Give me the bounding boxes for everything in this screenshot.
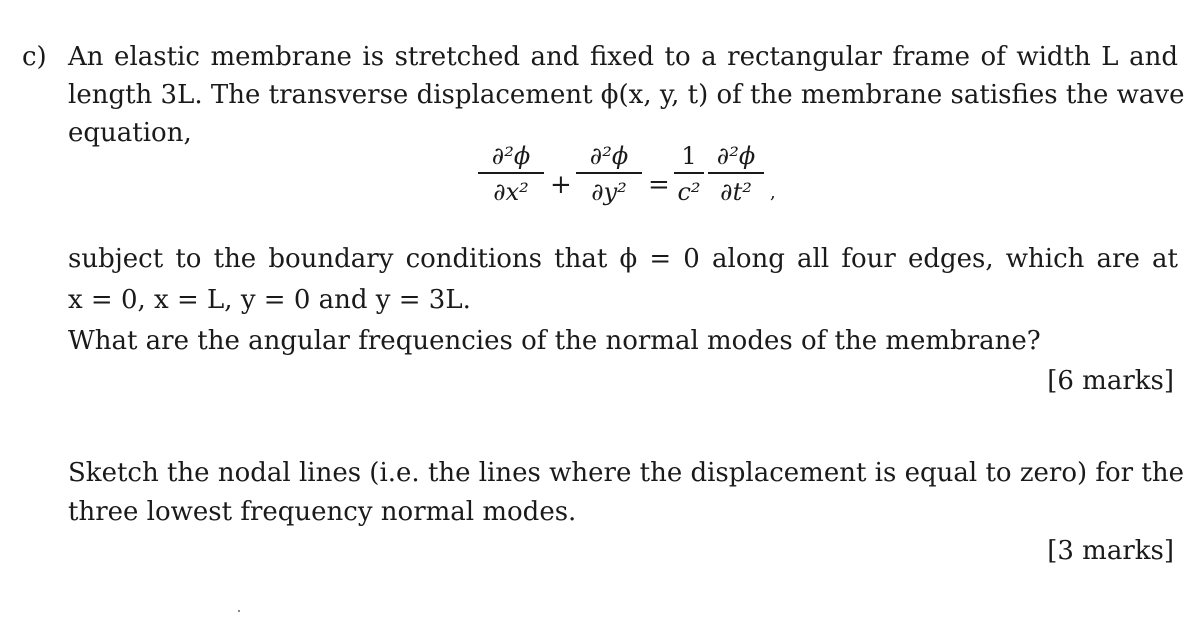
marks-part1: [6 marks] <box>1047 366 1174 396</box>
question-label: c) <box>22 42 47 72</box>
fraction-denominator: ∂t² <box>720 178 752 206</box>
equals-sign: = <box>648 170 670 200</box>
fraction-d2phi-dt2 <box>708 142 764 206</box>
fraction-bar <box>708 172 764 174</box>
para1-line2: length 3L. The transverse displacement ϕ(x, y, t) of the membrane satisfies the wave <box>68 80 1185 110</box>
trailing-comma: , <box>770 182 776 203</box>
fraction-bar <box>674 172 704 174</box>
para2-line2: x = 0, x = L, y = 0 and y = 3L. <box>68 285 471 315</box>
fraction-numerator: ∂²ϕ <box>491 142 531 170</box>
fraction-bar <box>576 172 642 174</box>
fraction-denominator: c² <box>677 178 701 206</box>
fraction-numerator: 1 <box>681 142 697 170</box>
fraction-numerator: ∂²ϕ <box>716 142 756 170</box>
scan-speck <box>238 610 240 612</box>
plus-sign: + <box>550 170 572 200</box>
para2-line1: subject to the boundary conditions that ϕ = 0 along all four edges, which are at <box>68 244 1178 274</box>
para3-line1: Sketch the nodal lines (i.e. the lines where the displacement is equal to zero) for the <box>68 458 1184 488</box>
para1-line3: equation, <box>68 118 192 148</box>
wave-equation <box>478 142 798 232</box>
fraction-bar <box>478 172 544 174</box>
para2-line3: What are the angular frequencies of the normal modes of the membrane? <box>68 326 1041 356</box>
fraction-denominator: ∂x² <box>493 178 529 206</box>
para1-line1: An elastic membrane is stretched and fixed to a rectangular frame of width L and <box>68 42 1178 72</box>
fraction-denominator: ∂y² <box>591 178 627 206</box>
para3-line2: three lowest frequency normal modes. <box>68 497 577 527</box>
fraction-d2phi-dx2 <box>478 142 544 206</box>
fraction-d2phi-dy2 <box>576 142 642 206</box>
marks-part2: [3 marks] <box>1047 536 1174 566</box>
fraction-numerator: ∂²ϕ <box>589 142 629 170</box>
fraction-one-over-c2 <box>674 142 704 206</box>
